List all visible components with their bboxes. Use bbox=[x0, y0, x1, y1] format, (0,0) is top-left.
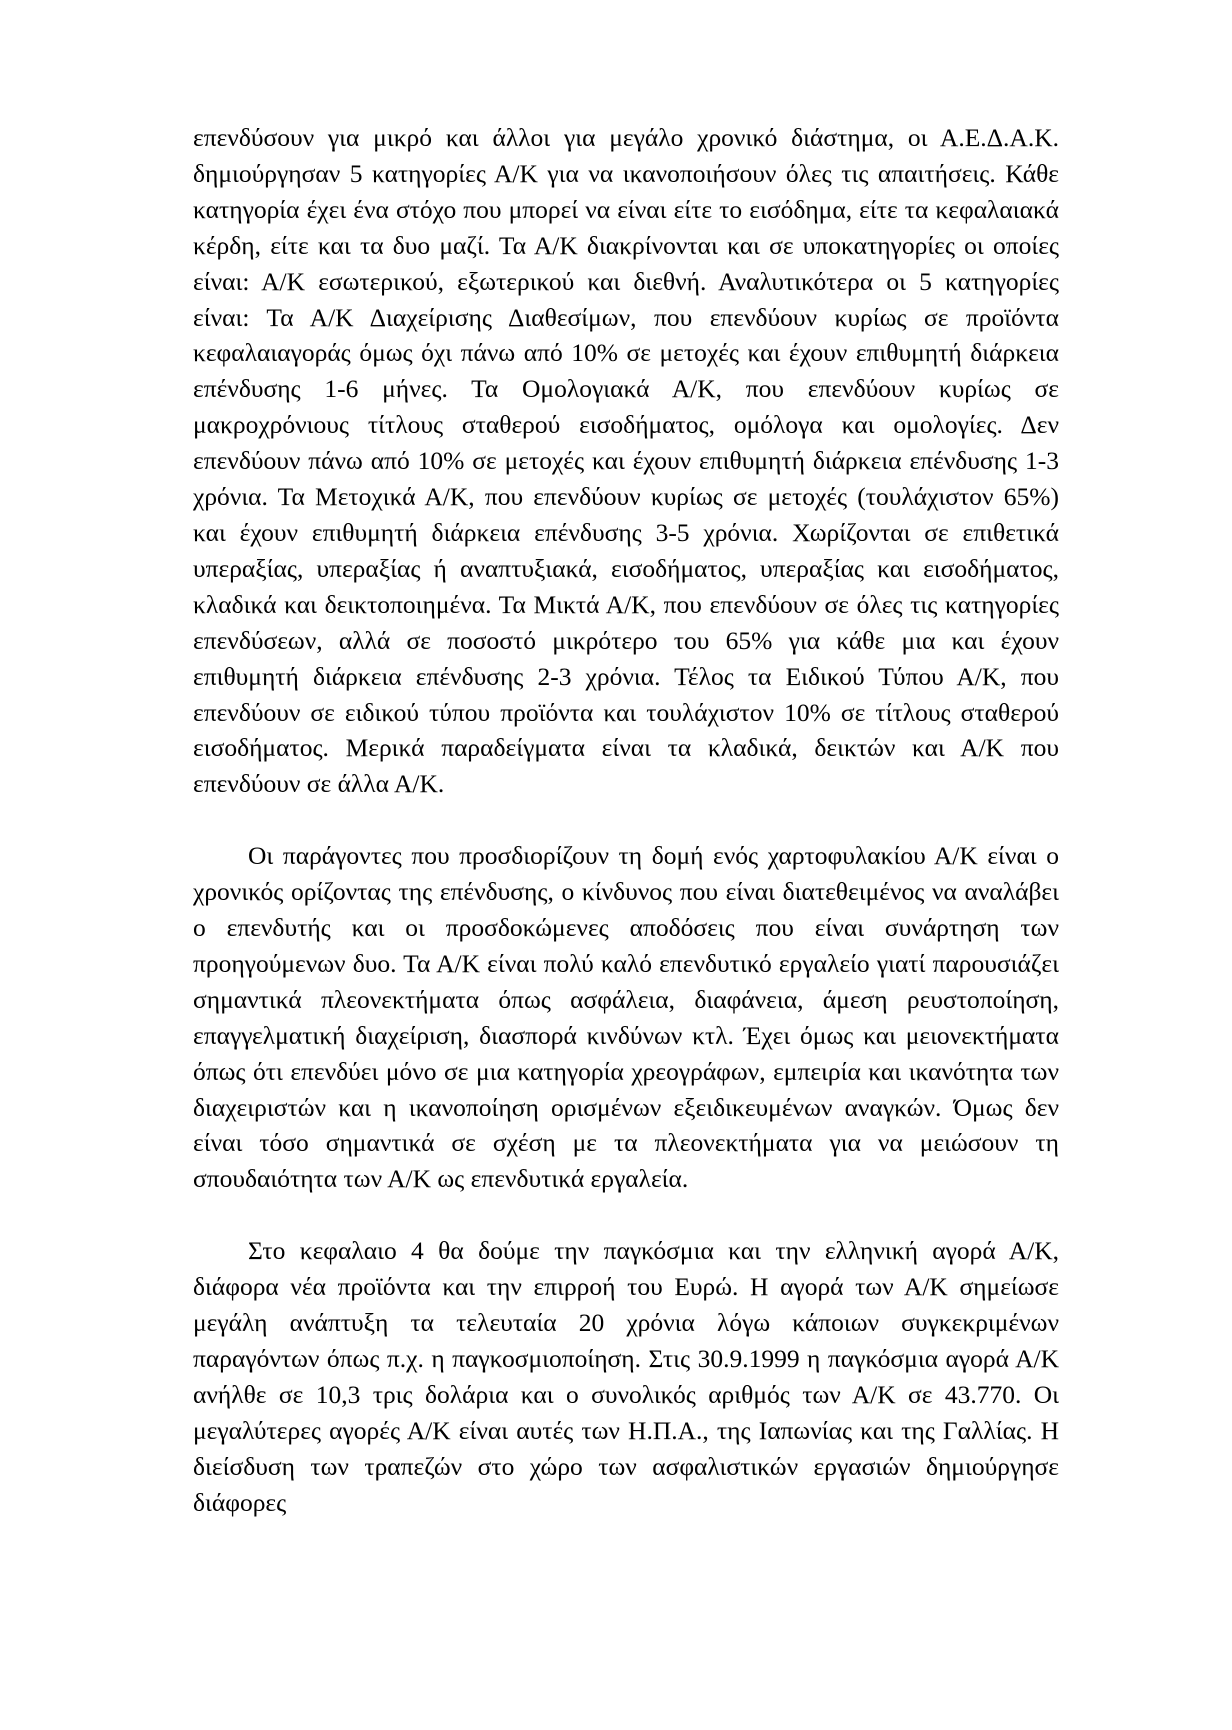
paragraph-global-market: Στο κεφαλαιο 4 θα δούμε την παγκόσμια και την ελληνική αγορά Α/Κ, διάφορα νέα προϊόντα και την επιρροή του Ευρώ. Η αγορά των Α/Κ σημείωσε μεγάλη ανάπτυξη τα τελευταία 20 χρόνια λόγω κάποιων συγκεκριμένων παραγόντων όπως π.χ. η παγκοσμιοποίηση. Στις 30.9.1999 η παγκόσμια αγορά Α/Κ ανήλθε σε 10,3 τρις δολάρια και ο συνολικός αριθμός των Α/Κ σε 43.770. Οι μεγαλύτερες αγορές Α/Κ είναι αυτές των Η.Π.Α., της Ιαπωνίας και της Γαλλίας. Η διείσδυση των τραπεζών στο χώρο των ασφαλιστικών εργασιών δημιούργησε διάφορες bbox=[193, 1236, 1059, 1517]
document-page bbox=[193, 120, 1059, 1521]
paragraph-portfolio-factors: Οι παράγοντες που προσδιορίζουν τη δομή ενός χαρτοφυλακίου Α/Κ είναι ο χρονικός ορίζοντας της επένδυσης, ο κίνδυνος που είναι διατεθειμένος να αναλάβει ο επενδυτής και οι προσδοκώμενες αποδόσεις που είναι συνάρτηση των προηγούμενων δυο. Τα Α/Κ είναι πολύ καλό επενδυτικό εργαλείο γιατί παρουσιάζει σημαντικά πλεονεκτήματα όπως ασφάλεια, διαφάνεια, άμεση ρευστοποίηση, επαγγελματική διαχείριση, διασπορά κινδύνων κτλ. Έχει όμως και μειονεκτήματα όπως ότι επενδύει μόνο σε μια κατηγορία χρεογράφων, εμπειρία και ικανότητα των διαχειριστών και η ικανοποίηση ορισμένων εξειδικευμένων αναγκών. Όμως δεν είναι τόσο σημαντικά σε σχέση με τα πλεονεκτήματα για να μειώσουν τη σπουδαιότητα των Α/Κ ως επενδυτικά εργαλεία. bbox=[193, 841, 1059, 1194]
paragraph-mutual-fund-categories: επενδύσουν για μικρό και άλλοι για μεγάλο χρονικό διάστημα, οι Α.Ε.Δ.Α.Κ. δημιούργησαν 5 κατηγορίες Α/Κ για να ικανοποιήσουν όλες τις απαιτήσεις. Κάθε κατηγορία έχει ένα στόχο που μπορεί να είναι είτε το εισόδημα, είτε τα κεφαλαιακά κέρδη, είτε και τα δυο μαζί. Τα Α/Κ διακρίνονται και σε υποκατηγορίες οι οποίες είναι: Α/Κ εσωτερικού, εξωτερικού και διεθνή. Αναλυτικότερα οι 5 κατηγορίες είναι: Τα Α/Κ Διαχείρισης Διαθεσίμων, που επενδύουν κυρίως σε προϊόντα κεφαλαιαγοράς όμως όχι πάνω από 10% σε μετοχές και έχουν επιθυμητή διάρκεια επένδυσης 1-6 μήνες. Τα Ομολογιακά Α/Κ, που επενδύουν κυρίως σε μακροχρόνιους τίτλους σταθερού εισοδήματος, ομόλογα και ομολογίες. Δεν επενδύουν πάνω από 10% σε μετοχές και έχουν επιθυμητή διάρκεια επένδυσης 1-3 χρόνια. Τα Μετοχικά Α/Κ, που επενδύουν κυρίως σε μετοχές (τουλάχιστον 65%) και έχουν επιθυμητή διάρκεια επένδυσης 3-5 χρόνια. Χωρίζονται σε επιθετικά υπεραξίας, υπεραξίας ή αναπτυξιακά, εισοδήματος, υπεραξίας και εισοδήματος, κλαδικά και δεικτοποιημένα. Τα Μικτά Α/Κ, που επενδύουν σε όλες τις κατηγορίες επενδύσεων, αλλά σε ποσοστό μικρότερο του 65% για κάθε μια και έχουν επιθυμητή διάρκεια επένδυσης 2-3 χρόνια. Τέλος τα Ειδικού Τύπου Α/Κ, που επενδύουν σε ειδικού τύπου προϊόντα και τουλάχιστον 10% σε τίτλους σταθερού εισοδήματος. Μερικά παραδείγματα είναι τα κλαδικά, δεικτών και Α/Κ που επενδύουν σε άλλα Α/Κ. bbox=[193, 123, 1059, 799]
